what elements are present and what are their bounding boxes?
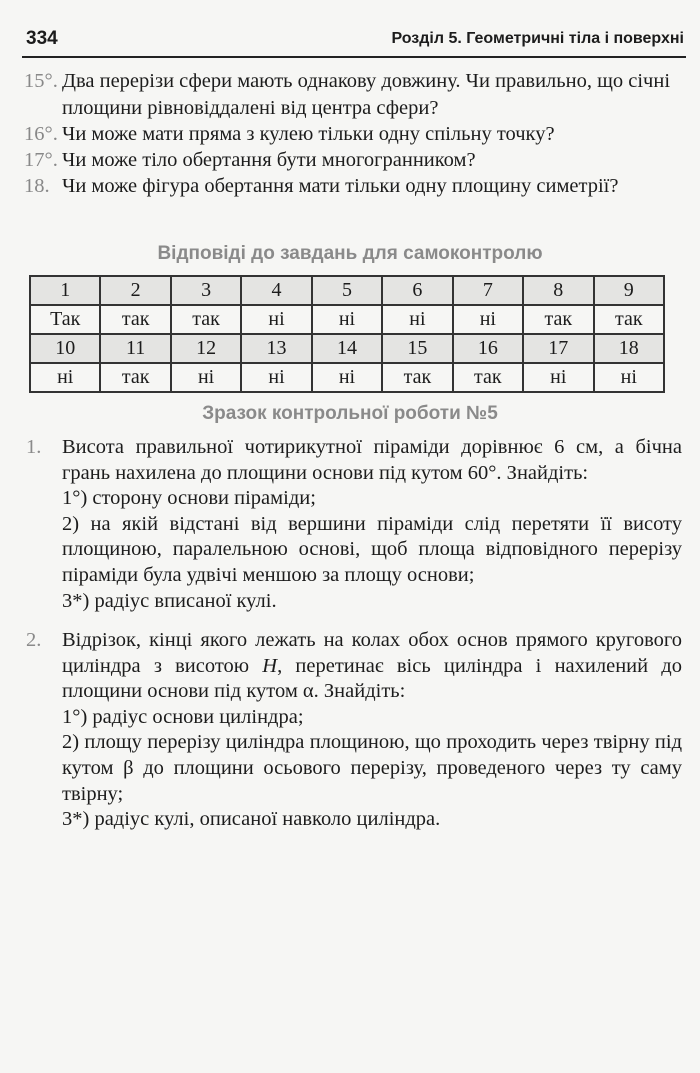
- question-15: [22, 68, 682, 122]
- answer-value: ні: [312, 305, 382, 334]
- answer-value: так: [523, 305, 593, 334]
- task-body: [62, 435, 682, 614]
- task-number: 1.: [26, 436, 42, 458]
- question-text: Чи може фігура обертання мати тільки одну площину симетрії?: [62, 175, 619, 197]
- task-item: 3*) радіус кулі, описаної навколо циліндра.: [62, 808, 441, 831]
- answer-number: 8: [523, 276, 593, 305]
- task-number: 2.: [26, 629, 42, 651]
- answer-number: 5: [312, 276, 382, 305]
- question-17: [22, 147, 682, 174]
- answer-number: 1: [30, 276, 100, 305]
- question-number: 15°.: [24, 70, 58, 92]
- answer-value: ні: [30, 363, 100, 392]
- answer-value: ні: [312, 363, 382, 392]
- answer-value: ні: [241, 363, 311, 392]
- answer-number: 16: [453, 334, 523, 363]
- answers-table: [29, 275, 665, 393]
- answers-row-numbers: [30, 334, 664, 363]
- task-intro: [62, 628, 682, 705]
- answer-number: 12: [171, 334, 241, 363]
- task-1: [22, 435, 682, 614]
- answer-value: Так: [30, 305, 100, 334]
- task-intro-text: , перетинає вісь циліндра і нахилений до площини основи під кутом α. Знайдіть:: [62, 654, 682, 703]
- question-number: 16°.: [24, 123, 58, 145]
- answer-value: так: [171, 305, 241, 334]
- answer-value: ні: [594, 363, 665, 392]
- answer-number: 9: [594, 276, 665, 305]
- answer-value: так: [382, 363, 452, 392]
- answer-number: 18: [594, 334, 665, 363]
- task-intro-text: Відрізок, кінці якого лежать на колах обох основ прямого кругового циліндра з висотою: [62, 629, 682, 677]
- answer-number: 7: [453, 276, 523, 305]
- answer-value: так: [453, 363, 523, 392]
- answer-number: 13: [241, 334, 311, 363]
- page-header: [22, 22, 686, 58]
- task-item: 1°) радіус основи циліндра;: [62, 705, 304, 728]
- answer-number: 2: [100, 276, 170, 305]
- task-body: [62, 628, 682, 833]
- answers-section-title: Відповіді до завдань для самоконтролю: [157, 243, 543, 264]
- answer-number: 17: [523, 334, 593, 363]
- answer-number: 3: [171, 276, 241, 305]
- answer-value: так: [100, 363, 170, 392]
- answer-value: ні: [523, 363, 593, 392]
- answer-number: 15: [382, 334, 452, 363]
- answer-number: 4: [241, 276, 311, 305]
- answers-row-values: [30, 305, 664, 334]
- answer-value: ні: [382, 305, 452, 334]
- answer-value: ні: [241, 305, 311, 334]
- page-number: 334: [26, 28, 58, 49]
- answer-value: так: [100, 305, 170, 334]
- test-section-title: Зразок контрольної роботи №5: [202, 403, 498, 424]
- answer-value: ні: [171, 363, 241, 392]
- answers-row-numbers: [30, 276, 664, 305]
- question-text: Два перерізи сфери мають однакову довжину. Чи правильно, що січні площини рівновіддалені від центра сфери?: [62, 70, 671, 119]
- question-text: Чи може тіло обертання бути многогранником?: [62, 149, 476, 171]
- question-number: 18.: [24, 175, 50, 197]
- answer-number: 11: [100, 334, 170, 363]
- task-item: 3*) радіус вписаної кулі.: [62, 589, 277, 612]
- running-title: Розділ 5. Геометричні тіла і поверхні: [391, 30, 684, 47]
- answer-value: ні: [453, 305, 523, 334]
- answer-number: 10: [30, 334, 100, 363]
- task-item: 2) площу перерізу циліндра площиною, що проходить через твірну під кутом β до площини осьового перерізу, проведеного через ту саму твірну;: [62, 731, 682, 805]
- answer-number: 14: [312, 334, 382, 363]
- height-variable: H: [262, 654, 278, 677]
- question-18: [22, 173, 682, 200]
- task-item: 2) на якій відстані від вершини піраміди слід перетяти її висоту площиною, паралельною основі, щоб площа відповідного перерізу піраміди була удвічі меншою за площу основи;: [62, 512, 682, 586]
- answers-row-values: [30, 363, 664, 392]
- question-16: [22, 121, 682, 148]
- task-2: [22, 628, 682, 833]
- question-number: 17°.: [24, 149, 58, 171]
- task-intro: Висота правильної чотирикутної піраміди дорівнює 6 см, а бічна грань нахилена до площини основи під кутом 60°. Знайдіть:: [62, 436, 682, 484]
- answer-number: 6: [382, 276, 452, 305]
- task-item: 1°) сторону основи піраміди;: [62, 487, 316, 510]
- answer-value: так: [594, 305, 665, 334]
- question-text: Чи може мати пряма з кулею тільки одну спільну точку?: [62, 123, 555, 145]
